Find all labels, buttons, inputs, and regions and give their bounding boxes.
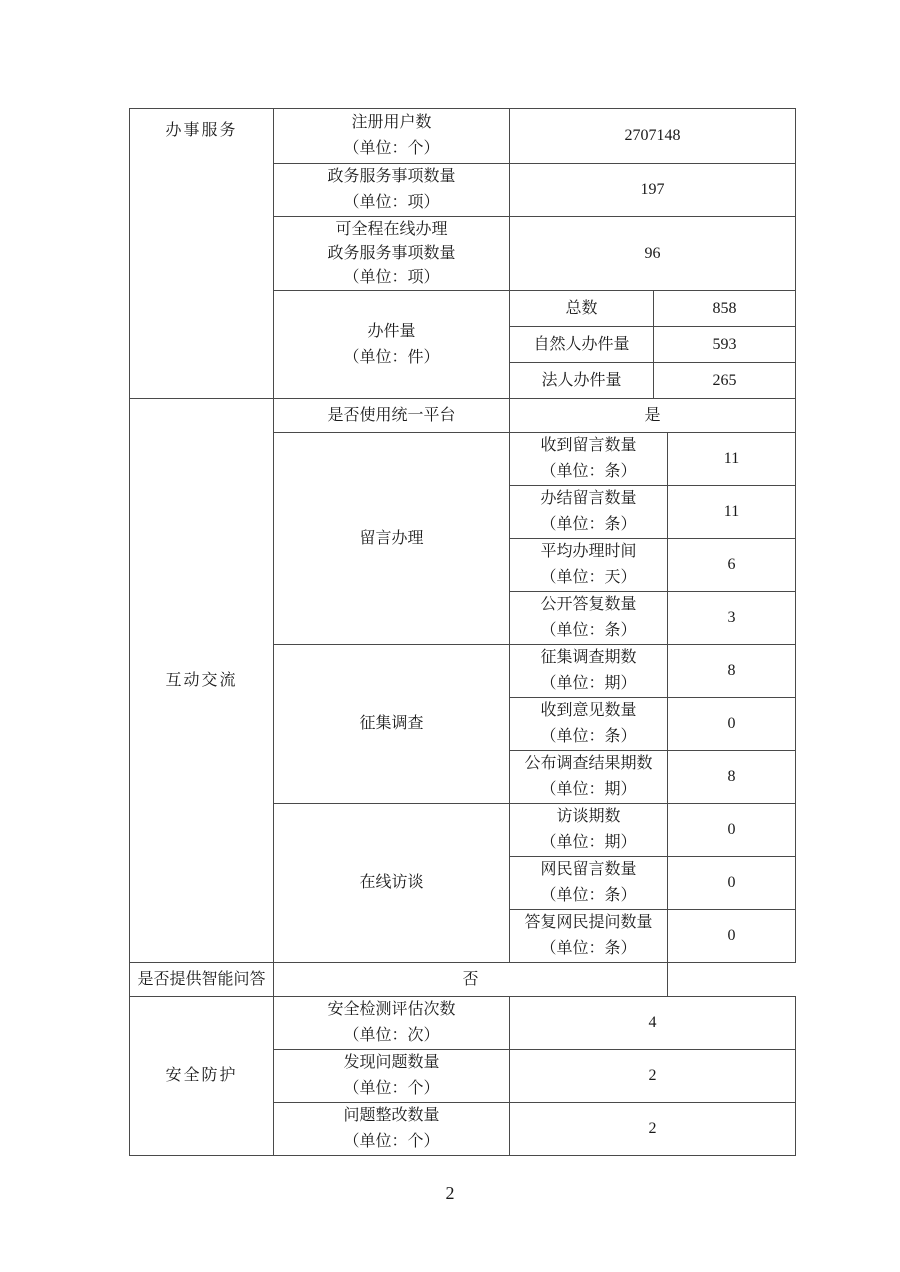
sub-item-cell: [510, 592, 668, 645]
item-cell: [274, 1050, 510, 1103]
sub-item-cell: [510, 645, 668, 698]
sub-item-label: 收到留言数量: [540, 437, 637, 454]
item-cell: 在线访谈: [274, 804, 510, 963]
sub-item-cell: [510, 486, 668, 539]
value-cell: 593: [654, 327, 796, 363]
sub-item-cell: 法人办件量: [510, 363, 654, 399]
item-cell: 留言办理: [274, 433, 510, 645]
item-label: 安全检测评估次数: [327, 1001, 456, 1018]
group-cell-banshifuwu: 办事服务: [130, 109, 274, 399]
value-cell: 2: [510, 1103, 796, 1156]
item-cell: [274, 164, 510, 217]
sub-item-unit: （单位：期）: [540, 781, 637, 798]
value-cell: 858: [654, 291, 796, 327]
sub-item-cell: [510, 698, 668, 751]
item-label: 政务服务事项数量: [327, 244, 456, 262]
value-cell: 是: [510, 399, 796, 433]
sub-item-cell: [510, 433, 668, 486]
item-cell: [274, 291, 510, 399]
sub-item-cell: [510, 539, 668, 592]
sub-item-label: 收到意见数量: [540, 702, 637, 719]
sub-item-label: 公开答复数量: [540, 596, 637, 613]
group-cell-anquanfanghu: 安全防护: [130, 997, 274, 1156]
value-cell: 0: [668, 804, 796, 857]
value-cell: 2: [510, 1050, 796, 1103]
item-cell: [274, 997, 510, 1050]
value-cell: 0: [668, 857, 796, 910]
item-label: 办件量: [367, 322, 416, 340]
sub-item-cell: 自然人办件量: [510, 327, 654, 363]
item-label: 可全程在线办理: [335, 220, 448, 238]
item-unit: （单位：个）: [343, 1133, 440, 1150]
sub-item-label: 网民留言数量: [540, 861, 637, 878]
sub-item-label: 访谈期数: [556, 808, 621, 825]
sub-item-unit: （单位：期）: [540, 675, 637, 692]
value-cell: 4: [510, 997, 796, 1050]
group-cell-hudongjiaoliu: 互动交流: [130, 399, 274, 963]
sub-item-cell: [510, 804, 668, 857]
value-cell: 否: [274, 963, 668, 997]
sub-item-cell: [510, 857, 668, 910]
value-cell: 8: [668, 751, 796, 804]
item-label: 政务服务事项数量: [327, 168, 456, 185]
page-number: 2: [445, 1183, 455, 1203]
item-unit: （单位：件）: [343, 348, 440, 366]
item-cell: [274, 1103, 510, 1156]
value-cell: 3: [668, 592, 796, 645]
value-cell: 11: [668, 433, 796, 486]
sub-item-unit: （单位：期）: [540, 834, 637, 851]
sub-item-label: 平均办理时间: [540, 543, 637, 560]
sub-item-label: 征集调查期数: [540, 649, 637, 666]
value-cell: 0: [668, 910, 796, 963]
item-cell: [274, 109, 510, 164]
sub-item-cell: 总数: [510, 291, 654, 327]
report-table: [129, 108, 796, 1156]
sub-item-cell: [510, 751, 668, 804]
sub-item-cell: [510, 910, 668, 963]
item-unit: （单位：个）: [343, 1080, 440, 1097]
value-cell: 265: [654, 363, 796, 399]
sub-item-label: 公布调查结果期数: [524, 755, 653, 772]
value-cell: 11: [668, 486, 796, 539]
sub-item-label: 办结留言数量: [540, 490, 637, 507]
item-unit: （单位：项）: [343, 268, 440, 286]
value-cell: 2707148: [510, 109, 796, 164]
item-cell: 是否提供智能问答: [130, 963, 274, 997]
item-label: 问题整改数量: [343, 1107, 440, 1124]
item-cell: 是否使用统一平台: [274, 399, 510, 433]
item-label: 发现问题数量: [343, 1054, 440, 1071]
item-unit: （单位：项）: [343, 194, 440, 211]
value-cell: 8: [668, 645, 796, 698]
value-cell: 0: [668, 698, 796, 751]
sub-item-unit: （单位：条）: [540, 516, 637, 533]
sub-item-unit: （单位：条）: [540, 887, 637, 904]
sub-item-unit: （单位：天）: [540, 569, 637, 586]
sub-item-unit: （单位：条）: [540, 940, 637, 957]
item-cell: 征集调查: [274, 645, 510, 804]
sub-item-unit: （单位：条）: [540, 728, 637, 745]
value-cell: 6: [668, 539, 796, 592]
item-cell: [274, 217, 510, 291]
value-cell: 197: [510, 164, 796, 217]
value-cell: 96: [510, 217, 796, 291]
sub-item-label: 答复网民提问数量: [524, 914, 653, 931]
item-unit: （单位：个）: [343, 140, 440, 157]
item-label: 注册用户数: [351, 114, 432, 131]
item-unit: （单位：次）: [343, 1027, 440, 1044]
sub-item-unit: （单位：条）: [540, 463, 637, 480]
sub-item-unit: （单位：条）: [540, 622, 637, 639]
